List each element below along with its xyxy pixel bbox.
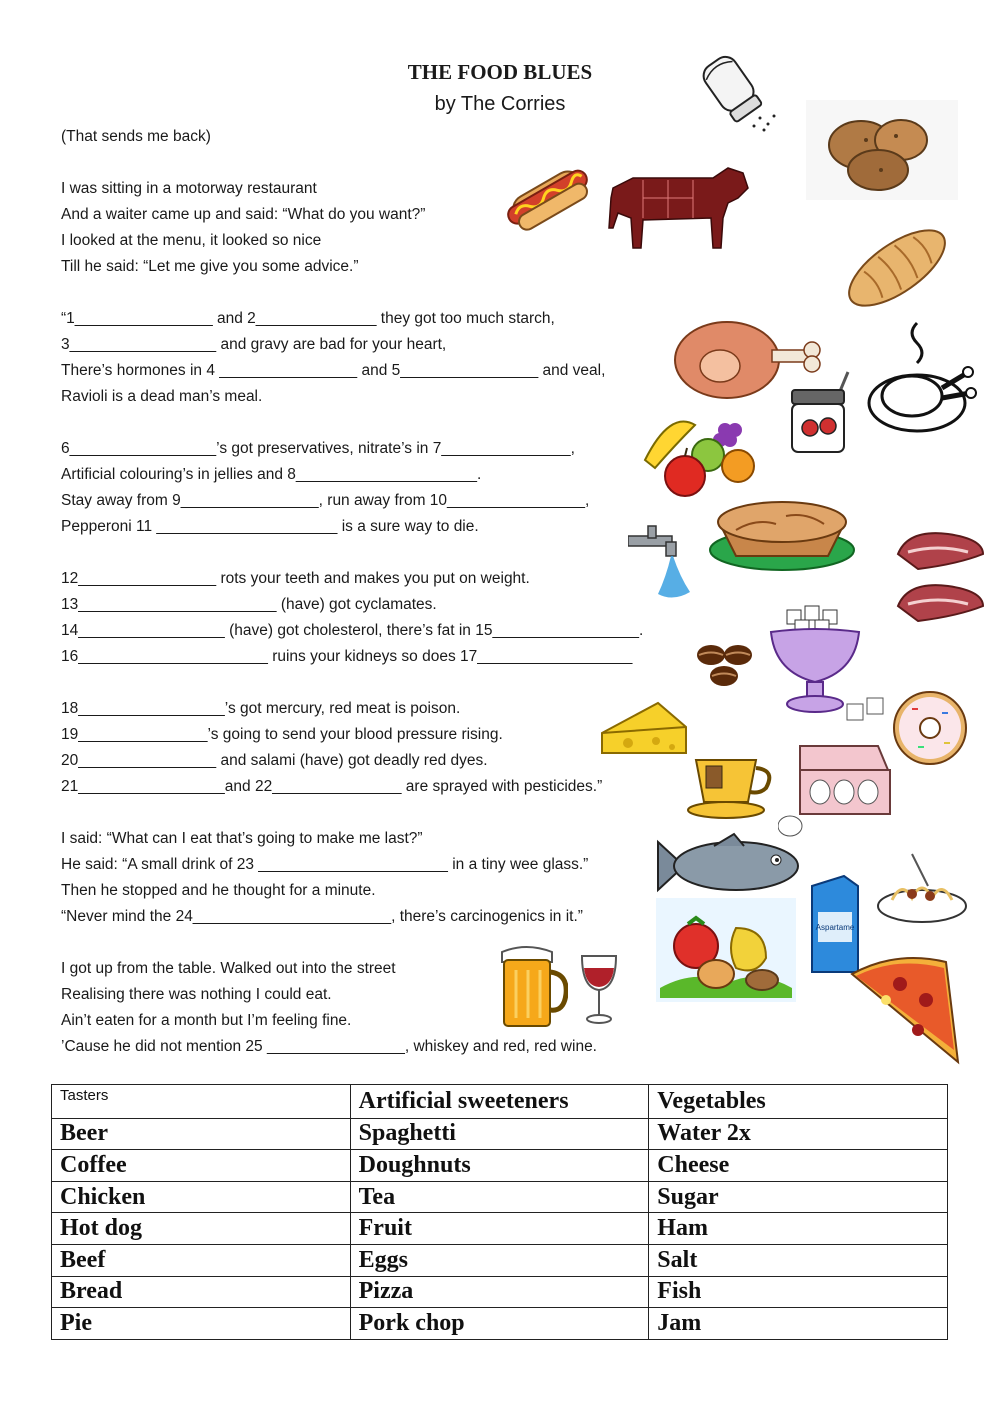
spaghetti-icon — [872, 850, 970, 930]
lyric-line: Then he stopped and he thought for a minute. — [61, 882, 376, 899]
lyric-line: 14_________________ (have) got cholesterol, there’s fat in 15_________________. — [61, 622, 644, 639]
word-bank-cell: Artificial sweeteners — [350, 1085, 649, 1119]
sweetener-label: Aspartame — [815, 923, 855, 932]
word-bank-cell: Beer — [52, 1118, 351, 1150]
lyric-line: 19_______________’s going to send your blood pressure rising. — [61, 726, 503, 743]
hot-dog-icon — [498, 148, 598, 248]
lyric-line: 6_________________’s got preservatives, nitrate’s in 7_______________, — [61, 440, 575, 457]
word-bank-row — [52, 1244, 948, 1276]
word-bank-cell: Tasters — [52, 1085, 351, 1119]
word-bank-row — [52, 1213, 948, 1245]
lyric-line: He said: “A small drink of 23 ______________________ in a tiny wee glass.” — [61, 856, 589, 873]
page-title: THE FOOD BLUES — [407, 60, 593, 84]
word-bank-row — [52, 1276, 948, 1308]
lyric-line: ’Cause he did not mention 25 ________________, whiskey and red, red wine. — [61, 1038, 597, 1055]
word-bank-row — [52, 1085, 948, 1119]
word-bank-cell: Vegetables — [649, 1085, 948, 1119]
word-bank-cell: Salt — [649, 1244, 948, 1276]
coffee-beans-icon — [694, 638, 756, 690]
stanza-gap — [61, 670, 681, 696]
lyric-line: “Never mind the 24_______________________, there’s carcinogenics in it.” — [61, 908, 583, 925]
stanza-gap — [61, 410, 681, 436]
word-bank-cell: Sugar — [649, 1181, 948, 1213]
word-bank-row — [52, 1118, 948, 1150]
word-bank-cell: Chicken — [52, 1181, 351, 1213]
lyrics-text — [61, 124, 681, 1060]
lyric-line: Stay away from 9________________, run away from 10________________, — [61, 492, 590, 509]
word-bank-row — [52, 1150, 948, 1182]
lyric-line: Realising there was nothing I could eat. — [61, 986, 332, 1003]
tea-cup-icon — [686, 750, 778, 822]
lyric-line: Ravioli is a dead man’s meal. — [61, 388, 263, 405]
stanza-gap — [61, 800, 681, 826]
word-bank-cell: Pie — [52, 1308, 351, 1340]
stanza-gap — [61, 280, 681, 306]
eggs-carton-icon — [778, 740, 896, 840]
lyric-line: 13_______________________ (have) got cyclamates. — [61, 596, 437, 613]
word-bank-cell: Ham — [649, 1213, 948, 1245]
roast-chicken-icon — [862, 318, 977, 438]
lyric-line: Ain’t eaten for a month but I’m feeling fine. — [61, 1012, 352, 1029]
word-bank-row — [52, 1308, 948, 1340]
word-bank-cell: Spaghetti — [350, 1118, 649, 1150]
page-subtitle: by The Corries — [434, 93, 566, 115]
lyric-line: And a waiter came up and said: “What do you want?” — [61, 206, 426, 223]
lyric-line: I said: “What can I eat that’s going to make me last?” — [61, 830, 423, 847]
word-bank-cell: Tea — [350, 1181, 649, 1213]
word-bank-row — [52, 1181, 948, 1213]
doughnut-icon — [890, 688, 970, 768]
lyric-line: 18_________________’s got mercury, red meat is poison. — [61, 700, 461, 717]
salt-shaker-icon — [688, 38, 783, 133]
stanza-gap — [61, 540, 681, 566]
pork-chop-icon — [888, 524, 996, 642]
lyric-line: Till he said: “Let me give you some advice.” — [61, 258, 359, 275]
word-bank-cell: Pork chop — [350, 1308, 649, 1340]
lyric-line: (That sends me back) — [61, 128, 211, 145]
lyric-line: Artificial colouring’s in jellies and 8_____________________. — [61, 466, 482, 483]
lyric-line: I looked at the menu, it looked so nice — [61, 232, 322, 249]
water-tap-icon — [628, 522, 696, 604]
jam-jar-icon — [786, 368, 856, 458]
word-bank-cell: Beef — [52, 1244, 351, 1276]
lyric-line: 20________________ and salami (have) got deadly red dyes. — [61, 752, 488, 769]
lyric-line: 12________________ rots your teeth and makes you put on weight. — [61, 570, 530, 587]
word-bank-cell: Doughnuts — [350, 1150, 649, 1182]
lyric-line: “1________________ and 2______________ they got too much starch, — [61, 310, 555, 327]
fish-icon — [654, 832, 804, 900]
word-bank-cell: Water 2x — [649, 1118, 948, 1150]
word-bank-table — [51, 1084, 948, 1340]
pizza-slice-icon — [846, 950, 964, 1070]
lyric-line: 16______________________ ruins your kidneys so does 17__________________ — [61, 648, 633, 665]
word-bank-cell: Pizza — [350, 1276, 649, 1308]
lyric-line: Pepperoni 11 _____________________ is a sure way to die. — [61, 518, 479, 535]
word-bank-cell: Eggs — [350, 1244, 649, 1276]
potatoes-icon — [806, 100, 958, 200]
lyric-line: 3_________________ and gravy are bad for your heart, — [61, 336, 447, 353]
lyric-line: I got up from the table. Walked out into the street — [61, 960, 396, 977]
sugar-cubes-icon — [845, 696, 887, 724]
word-bank-cell: Coffee — [52, 1150, 351, 1182]
vegetables-icon — [656, 898, 796, 1002]
cheese-icon — [598, 697, 690, 759]
beer-mug-icon — [496, 942, 568, 1032]
word-bank-cell: Hot dog — [52, 1213, 351, 1245]
word-bank-cell: Cheese — [649, 1150, 948, 1182]
beef-cuts-cow-icon — [603, 158, 753, 258]
word-bank-cell: Bread — [52, 1276, 351, 1308]
lyric-line: 21_________________and 22_______________ are sprayed with pesticides.” — [61, 778, 603, 795]
lyric-line: There’s hormones in 4 ________________ and 5________________ and veal, — [61, 362, 606, 379]
pie-icon — [706, 494, 859, 574]
lyric-line: I was sitting in a motorway restaurant — [61, 180, 317, 197]
wine-glass-icon — [578, 952, 620, 1026]
bread-loaf-icon — [838, 222, 956, 314]
word-bank-cell: Jam — [649, 1308, 948, 1340]
fruit-bowl-icon — [640, 400, 758, 500]
word-bank-cell: Fish — [649, 1276, 948, 1308]
word-bank-cell: Fruit — [350, 1213, 649, 1245]
